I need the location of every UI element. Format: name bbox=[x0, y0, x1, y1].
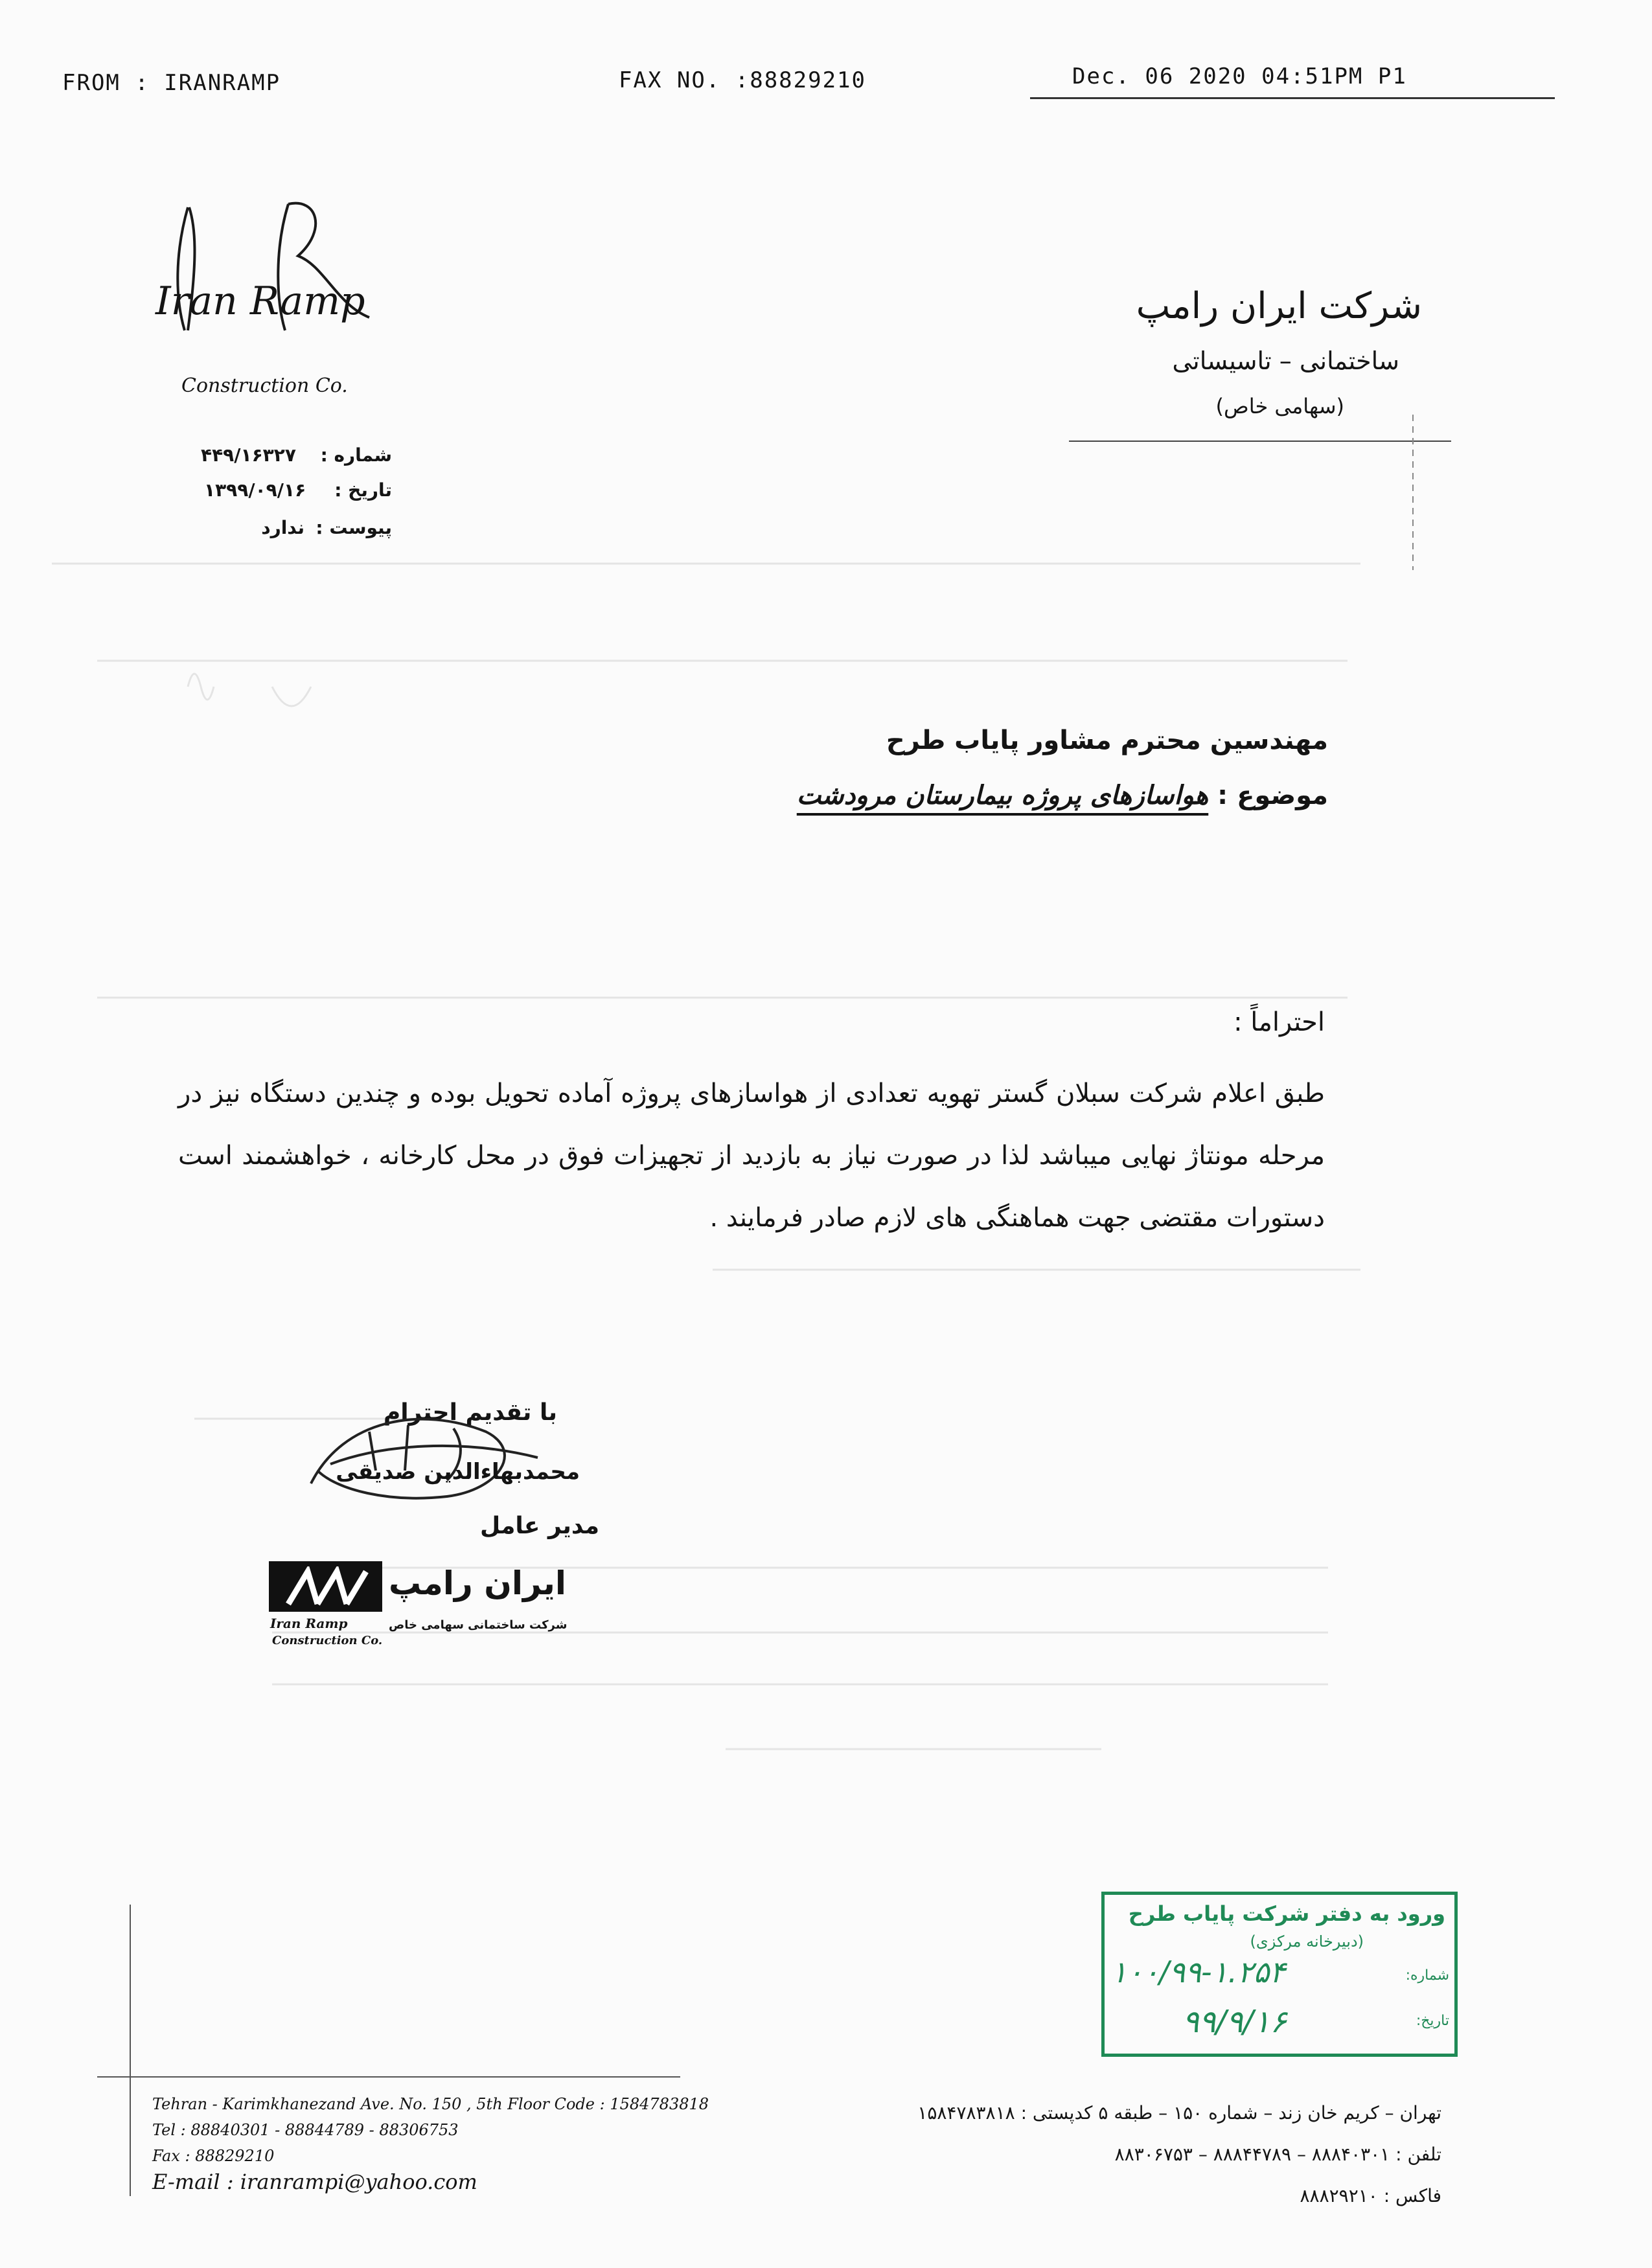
company-seal bbox=[269, 1561, 593, 1658]
seal-name-en: Iran Ramp bbox=[270, 1616, 348, 1631]
footer-vertical-rule bbox=[130, 1905, 131, 2196]
subject-label: موضوع : bbox=[1217, 781, 1328, 810]
attachment-value: ندارد bbox=[261, 517, 304, 538]
company-legal-fa: (سهامی خاص) bbox=[1215, 394, 1344, 418]
company-name-fa: شرکت ایران رامپ bbox=[1136, 285, 1422, 327]
seal-name-fa: ایران رامپ bbox=[389, 1564, 567, 1602]
company-type-fa: ساختمانی – تاسیساتی bbox=[1172, 347, 1399, 375]
footer-en-address: Tehran - Karimkhanezand Ave. No. 150 , 5th Floor Code : 1584783818 bbox=[152, 2095, 709, 2113]
brand-script-name: Iran Ramp bbox=[155, 279, 365, 324]
letter-body: طبق اعلام شرکت سبلان گستر تهویه تعدادی از هواسازهای پروژه آماده تحویل بوده و چندین دستگاه نیز در مرحله مونتاژ نهایی میباشد لذا در صورت نیاز به بازدید از تجهیزات فوق در محل کارخانه ، خواهشمند است دستورات مقتضی جهت هماهنگی های لازم صادر فرمایند . bbox=[178, 1079, 1325, 1233]
stamp-title: ورود به دفتر شرکت پایاب طرح bbox=[1128, 1901, 1445, 1926]
letterhead-rule bbox=[1069, 441, 1451, 442]
footer-en bbox=[152, 2091, 722, 2195]
subject-value: هواسازهای پروژه بیمارستان مرودشت bbox=[796, 781, 1209, 810]
signer-name: محمدبهاءالدین صدیقی bbox=[336, 1459, 580, 1485]
number-label: شماره : bbox=[320, 444, 392, 466]
subject-line bbox=[797, 781, 1328, 810]
footer-fa-tel: تلفن : ۸۸۸۴۰۳۰۱ – ۸۸۸۴۴۷۸۹ – ۸۸۳۰۶۷۵۳ bbox=[1114, 2144, 1441, 2165]
stamp-number-label: شماره: bbox=[1405, 1967, 1449, 1984]
footer-en-tel: Tel : 88840301 - 88844789 - 88306753 bbox=[152, 2121, 459, 2139]
brand-subtitle: Construction Co. bbox=[181, 374, 348, 397]
stamp-date-label: تاریخ: bbox=[1416, 2013, 1449, 2029]
fax-header-rule bbox=[1030, 97, 1555, 99]
footer-en-fax: Fax : 88829210 bbox=[152, 2147, 275, 2165]
seal-sub-en: Construction Co. bbox=[272, 1634, 383, 1647]
handwritten-signature bbox=[292, 1393, 564, 1522]
footer-horizontal-rule bbox=[97, 2076, 680, 2078]
stamp-subtitle: (دبیرخانه مرکزی) bbox=[1250, 1932, 1364, 1951]
seal-logo-mark bbox=[282, 1566, 373, 1607]
date-value: ۱۳۹۹/۰۹/۱۶ bbox=[204, 479, 306, 501]
fax-from: FROM : IRANRAMP bbox=[62, 70, 281, 96]
footer-fa-fax: فاکس : ۸۸۸۲۹۲۱۰ bbox=[1300, 2185, 1441, 2206]
seal-sub-fa: شرکت ساختمانی سهامی خاص bbox=[389, 1618, 568, 1632]
footer-en-email: E-mail : iranrampi@yahoo.com bbox=[152, 2170, 477, 2194]
stamp-date-value: ۹۹/۹/۱۶ bbox=[1182, 2004, 1287, 2040]
closing: با تقدیم احترام bbox=[383, 1399, 557, 1426]
received-stamp bbox=[1101, 1892, 1458, 2057]
attachment-label: پیوست : bbox=[315, 517, 392, 538]
margin-mark bbox=[1412, 415, 1414, 570]
signer-role: مدیر عامل bbox=[479, 1513, 599, 1539]
stamp-number-value: ۱۰۰/۹۹-۱.۲۵۴ bbox=[1111, 1954, 1286, 1989]
footer-fa-address: تهران – کریم خان زند – شماره ۱۵۰ – طبقه ۵ کدپستی : ۱۵۸۴۷۸۳۸۱۸ bbox=[917, 2102, 1441, 2124]
fax-number: FAX NO. :88829210 bbox=[619, 67, 866, 93]
fax-datetime: Dec. 06 2020 04:51PM P1 bbox=[1072, 63, 1407, 89]
number-value: ۴۴۹/۱۶۳۲۷ bbox=[201, 444, 296, 466]
footer-fa bbox=[917, 2092, 1441, 2217]
date-label: تاریخ : bbox=[334, 479, 392, 501]
recipient: مهندسین محترم مشاور پایاب طرح bbox=[886, 726, 1328, 755]
greeting: احتراماً : bbox=[1233, 1007, 1325, 1037]
